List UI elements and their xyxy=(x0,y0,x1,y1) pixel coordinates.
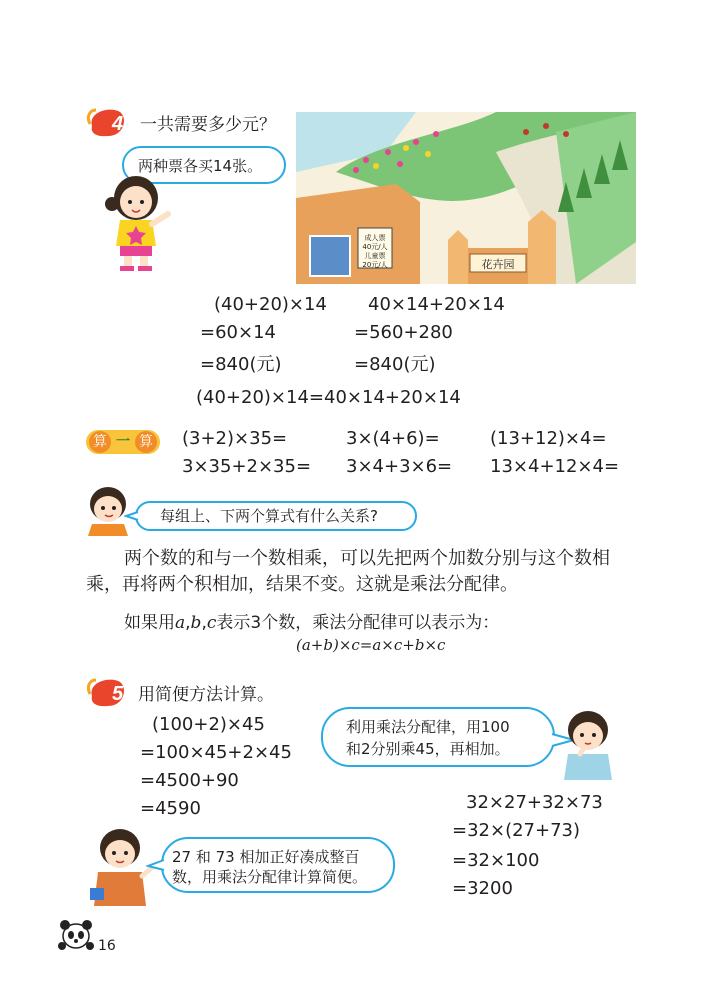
boy-bubble-2-line1: 利用乘法分配律，用100 xyxy=(346,718,510,736)
problem5-title: 用简便方法计算。 xyxy=(138,685,274,705)
calc2-line2: =32×(27+73) xyxy=(452,820,581,841)
problem-number-badge xyxy=(86,106,130,140)
method2-line2: =560+280 xyxy=(354,322,453,343)
equation-line: (40+20)×14=40×14+20×14 xyxy=(196,387,461,408)
calc1-line4: =4590 xyxy=(140,798,201,819)
page-number: 16 xyxy=(98,938,116,954)
letter-a: a xyxy=(175,613,186,633)
rule-line2: 乘，再将两个积相加，结果不变。这就是乘法分配律。 xyxy=(86,574,518,595)
calc1-line3: =4500+90 xyxy=(140,770,239,791)
method1-line1: (40+20)×14 xyxy=(214,294,327,315)
letters-intro: 如果用a,b,c表示3个数，乘法分配律可以表示为： xyxy=(124,613,500,633)
method2-line1: 40×14+20×14 xyxy=(368,294,505,315)
distributive-formula: (a+b)×c=a×c+b×c xyxy=(296,636,446,654)
gate-sign: 花卉园 xyxy=(481,258,515,271)
boy-bubble-2 xyxy=(320,704,576,770)
calc2-line1: 32×27+32×73 xyxy=(466,792,603,813)
exercise1-top: (3+2)×35= xyxy=(182,428,288,449)
suanyisuan-label xyxy=(86,430,160,454)
problem4-question: 一共需要多少元？ xyxy=(140,115,276,135)
yi-char: 一 xyxy=(116,434,130,450)
calc2-line4: =3200 xyxy=(452,878,513,899)
suan-char-2: 算 xyxy=(135,431,157,453)
calc1-line2: =100×45+2×45 xyxy=(140,742,292,763)
calc2-line3: =32×100 xyxy=(452,850,540,871)
letter-b: b xyxy=(190,613,202,633)
boy-bubble-3-line2: 数，用乘法分配律计算简便。 xyxy=(172,868,368,886)
problem5-number-badge xyxy=(86,676,130,710)
boy-bubble-3-line1: 27 和 73 相加正好凑成整百 xyxy=(172,848,360,866)
method1-line2: =60×14 xyxy=(200,322,276,343)
panda-icon xyxy=(56,916,96,952)
girl-illustration xyxy=(98,168,174,272)
letter-c: c xyxy=(206,613,217,633)
calc1-line1: (100+2)×45 xyxy=(152,714,265,735)
ticket-sign-line4: 20元/人 xyxy=(362,261,388,269)
exercise1-bottom: 3×35+2×35= xyxy=(182,456,312,477)
problem4-number: 4 xyxy=(112,113,124,135)
letters-intro-before: 如果用 xyxy=(124,613,175,633)
boy-bubble-1-text: 每组上、下两个算式有什么关系? xyxy=(160,507,378,525)
girl-bubble-text: 两种票各买14张。 xyxy=(138,157,263,175)
flower-garden-illustration xyxy=(296,112,636,284)
exercise3-bottom: 13×4+12×4= xyxy=(490,456,620,477)
rule-line1: 两个数的和与一个数相乘，可以先把两个加数分别与这个数相 xyxy=(124,548,610,569)
method2-line3: =840(元) xyxy=(354,354,436,375)
ticket-sign-line2: 40元/人 xyxy=(362,243,388,251)
suan-char-1: 算 xyxy=(89,431,111,453)
letters-intro-after: 表示3个数，乘法分配律可以表示为： xyxy=(216,613,500,633)
exercise2-bottom: 3×4+3×6= xyxy=(346,456,453,477)
boy-bubble-2-line2: 和2分别乘45，再相加。 xyxy=(346,740,510,758)
method1-line3: =840(元) xyxy=(200,354,282,375)
exercise2-top: 3×(4+6)= xyxy=(346,428,440,449)
boy-illustration-2 xyxy=(560,708,616,780)
ticket-sign-line1: 成人票 xyxy=(364,234,386,242)
exercise3-top: (13+12)×4= xyxy=(490,428,607,449)
ticket-sign-line3: 儿童票 xyxy=(364,252,386,260)
problem5-number: 5 xyxy=(112,683,124,705)
